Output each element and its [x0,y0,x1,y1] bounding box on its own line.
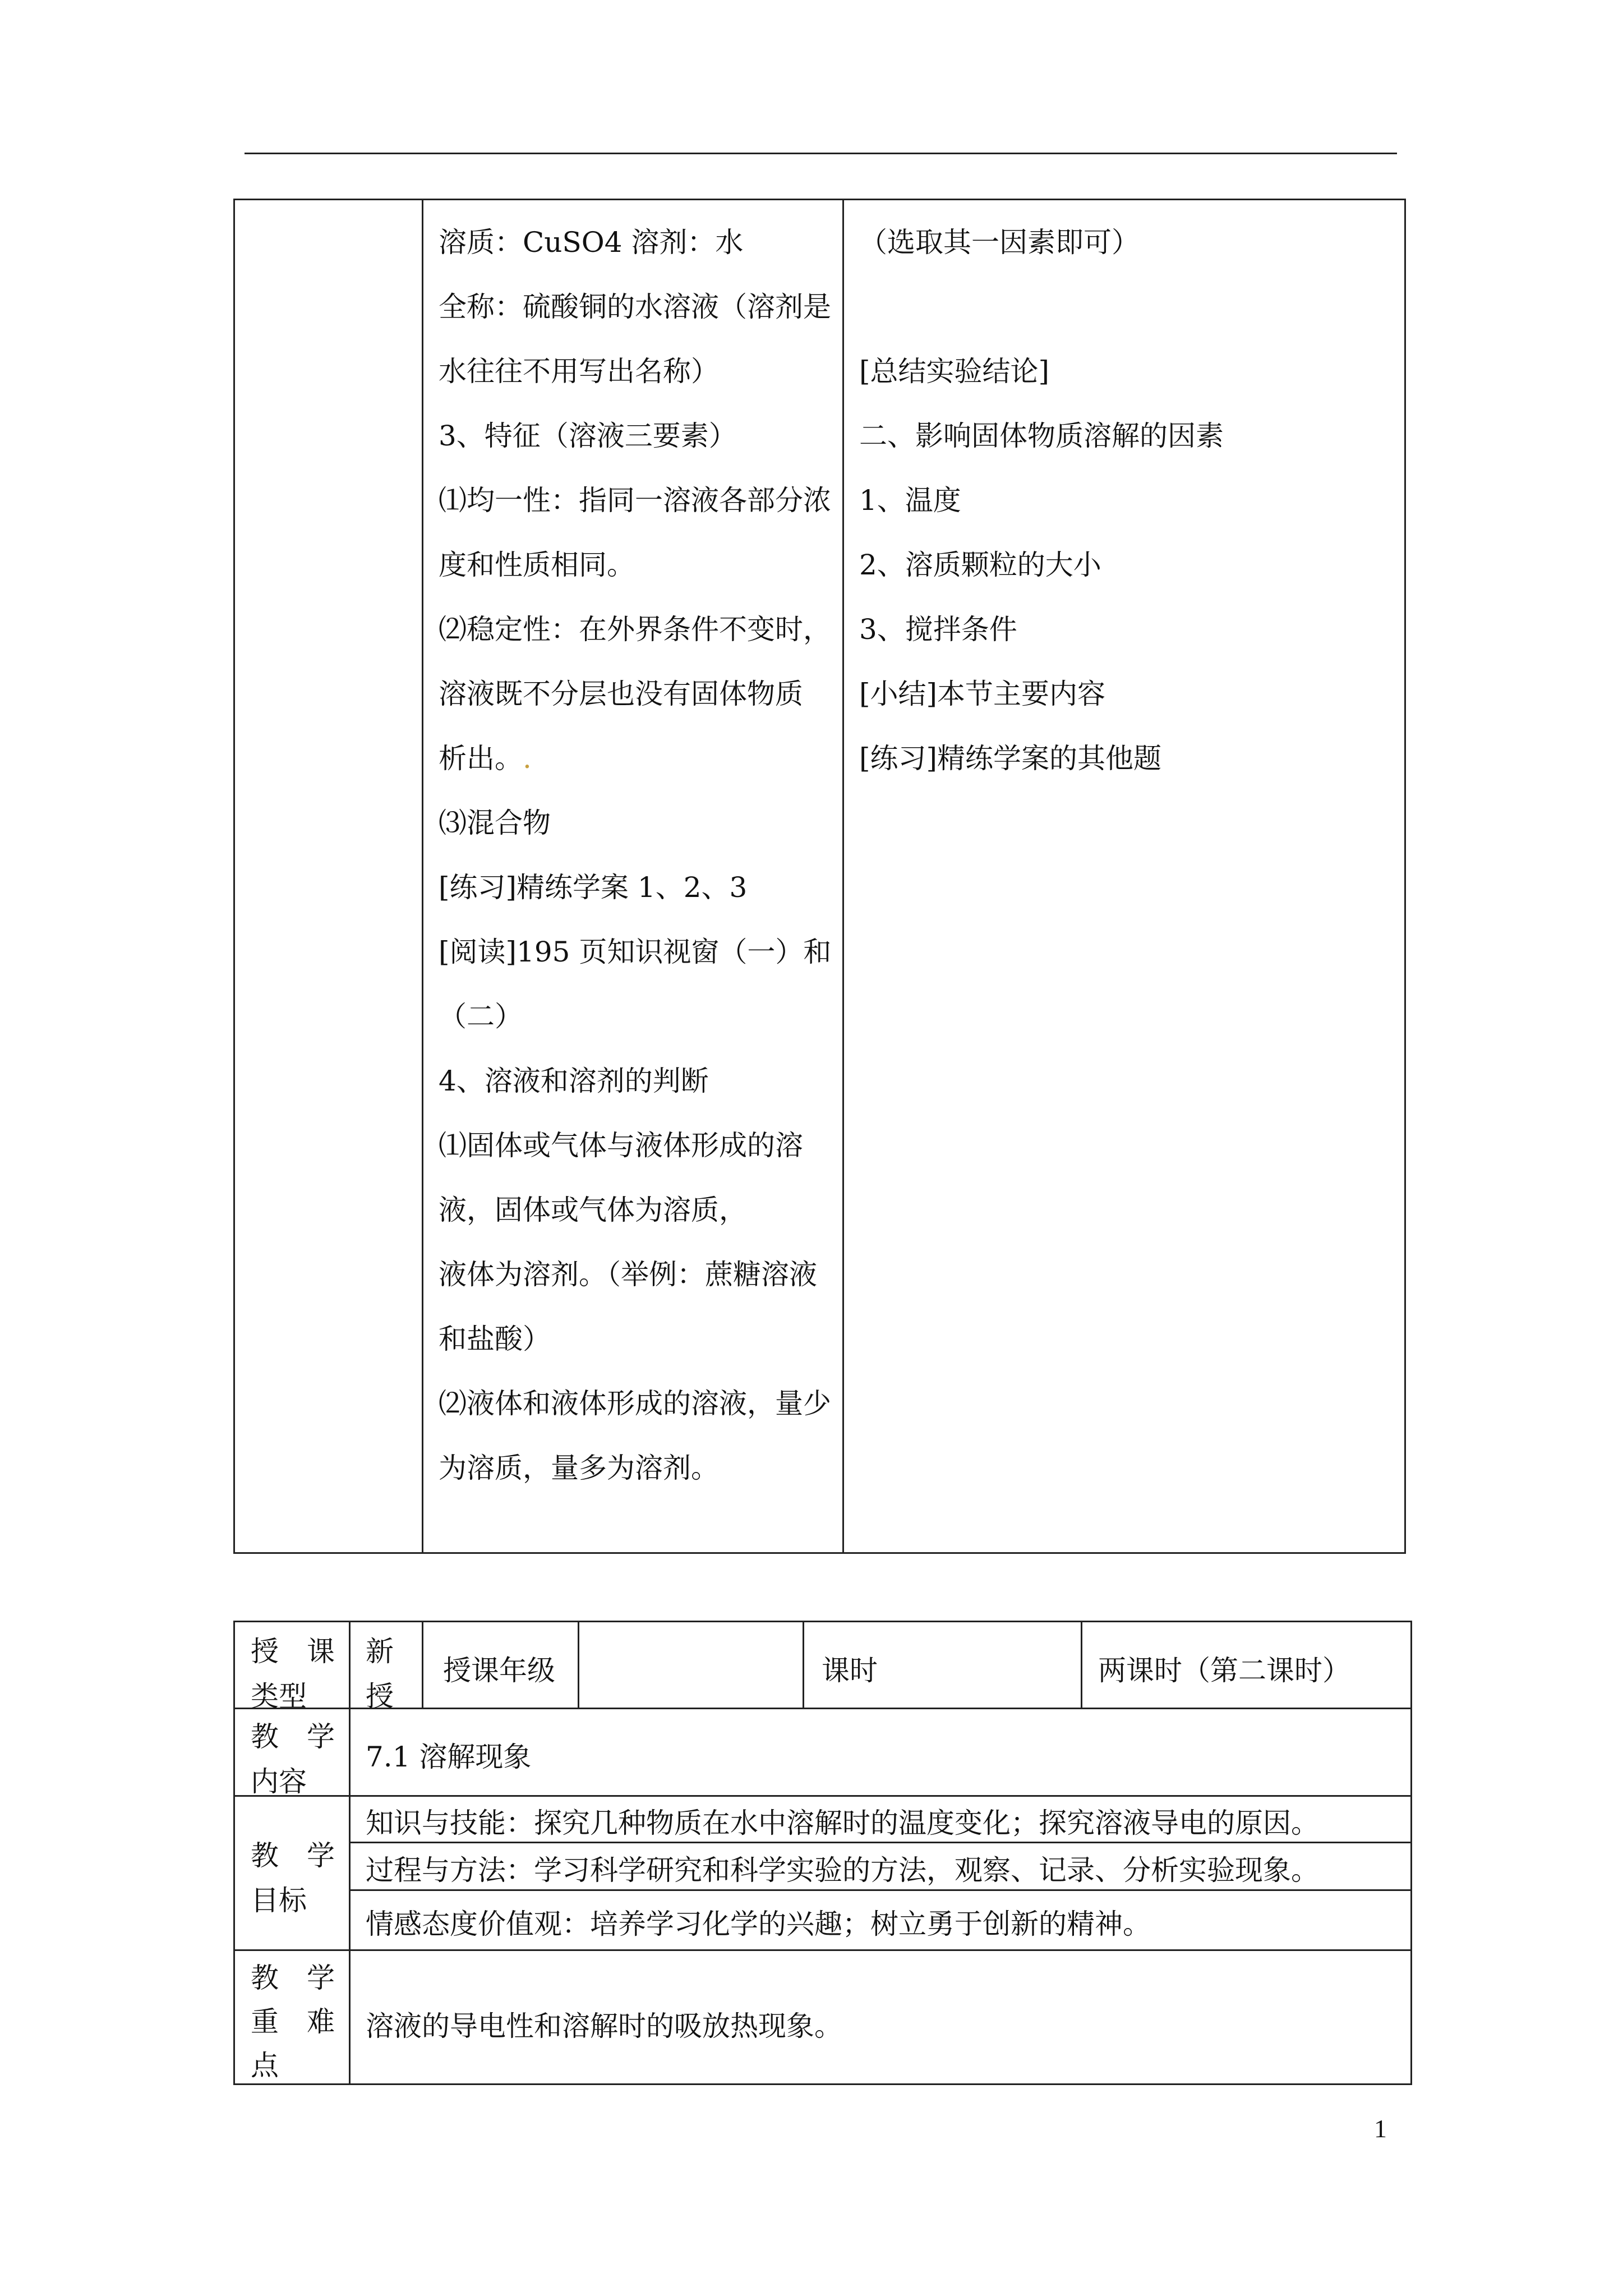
activity-line: 3、搅拌条件 [859,613,1017,646]
key-points-value: 溶液的导电性和溶解时的吸放热现象。 [366,2010,842,2042]
activity-line: [练习]精练学案的其他题 [859,742,1162,775]
content-line: （二） [439,1000,523,1033]
lesson-info-table [233,1621,1412,2085]
objective-knowledge: 知识与技能：探究几种物质在水中溶解时的温度变化；探究溶液导电的原因。 [366,1807,1319,1839]
activity-line: （选取其一因素即可） [859,226,1140,259]
dot-mark: . [523,742,532,775]
lesson-content-table [233,199,1406,1554]
content-label: 教 学 内容 [251,1720,335,1798]
key-points-label: 教 学 重 难 点 [251,1962,335,2082]
content-line: 为溶质，量多为溶剂。 [439,1452,719,1484]
content-line: ⑶混合物 [439,807,551,839]
lesson-type-label: 授 课 类型 [251,1635,335,1713]
content-line: [练习]精练学案 1、2、3 [439,871,748,904]
row-divider [349,1889,1410,1891]
column-divider [578,1622,579,1708]
row-divider [349,1842,1410,1843]
row-divider [235,1949,1410,1951]
content-line: 4、溶液和溶剂的判断 [439,1065,709,1097]
teaching-activity-column [859,210,1386,791]
content-line: 液体为溶剂。（举例：蔗糖溶液 [439,1258,817,1291]
content-line: 全称：硫酸铜的水溶液（溶剂是 [439,291,831,323]
content-line: 液，固体或气体为溶质， [439,1194,747,1226]
row-divider [235,1795,1410,1797]
content-line: 水往往不用写出名称） [439,355,719,388]
column-divider [842,200,844,1552]
grade-label: 授课年级 [443,1654,555,1687]
row-divider [235,1708,1410,1709]
content-line: 溶液既不分层也没有固体物质 [439,678,803,710]
content-line: ⑵液体和液体形成的溶液，量少 [439,1387,831,1420]
period-value: 两课时（第二课时） [1098,1654,1350,1687]
content-line: 溶质：CuSO4 溶剂：水 [439,226,744,259]
activity-line: [小结]本节主要内容 [859,678,1106,710]
column-divider [1081,1622,1082,1708]
objectives-label: 教 学 目标 [251,1839,335,1917]
content-line: [阅读]195 页知识视窗（一）和 [439,936,832,968]
content-line: ⑴均一性：指同一溶液各部分浓 [439,484,831,517]
column-divider [422,200,423,1552]
page-number: 1 [1374,2114,1387,2143]
activity-line: 二、影响固体物质溶解的因素 [859,420,1224,452]
content-text: 析出。 [439,742,523,775]
column-divider [422,1622,423,1708]
objective-process: 过程与方法：学习科学研究和科学实验的方法，观察、记录、分析实验现象。 [366,1854,1319,1887]
lesson-type-value: 新 授 [366,1635,394,1713]
content-line: ⑵稳定性：在外界条件不变时， [439,613,831,646]
content-line: 度和性质相同。 [439,549,635,581]
period-label: 课时 [822,1654,878,1687]
column-divider [803,1622,804,1708]
activity-line: [总结实验结论] [859,355,1050,388]
header-rule [245,153,1397,154]
objective-emotion: 情感态度价值观：培养学习化学的兴趣；树立勇于创新的精神。 [366,1908,1151,1940]
activity-line [859,275,1386,339]
content-line: 3、特征（溶液三要素） [439,420,737,452]
activity-line: 2、溶质颗粒的大小 [859,549,1101,581]
content-line: 和盐酸） [439,1323,551,1355]
content-value: 7.1 溶解现象 [366,1741,532,1773]
activity-line: 1、温度 [859,484,961,517]
column-divider [349,1622,351,2083]
teaching-content-column [439,210,842,1501]
content-line [439,726,842,791]
content-line: ⑴固体或气体与液体形成的溶 [439,1129,803,1162]
